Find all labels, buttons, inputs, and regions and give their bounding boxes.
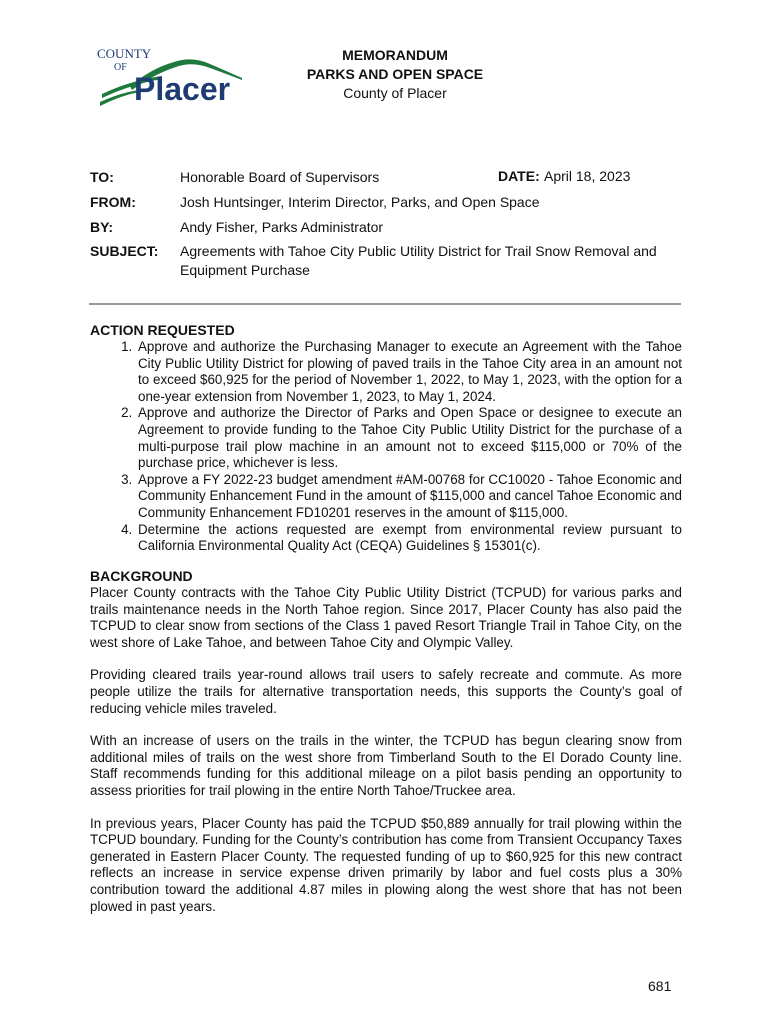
background-paragraph-1: Placer County contracts with the Tahoe City Public Utility District (TCPUD) for various parks and trails maintenance needs in the North Tahoe region. Since 2017, Placer County has also paid the TCPUD to clear snow from sections of the Class 1 paved Resort Triangle Trail in Tahoe City, on the west shore of Lake Tahoe, and between Tahoe City and Olympic Valley. [90, 585, 682, 650]
to-value: Honorable Board of Supervisors [180, 169, 380, 185]
county-of-placer-logo [92, 40, 252, 110]
to-label: TO: [90, 169, 114, 185]
background-section [90, 568, 682, 915]
date-value: April 18, 2023 [544, 168, 631, 184]
background-paragraph-2: Providing cleared trails year-round allows trail users to safely recreate and commute. As more people utilize the trails for alternative transportation needs, this supports the County’s goal of reducing vehicle miles traveled. [90, 667, 682, 716]
logo-of-text: OF [114, 62, 127, 73]
action-requested-section [90, 322, 682, 555]
action-list [90, 339, 682, 555]
logo-placer-text: Placer [134, 71, 231, 107]
action-item-1: 1. Approve and authorize the Purchasing Manager to execute an Agreement with the Tahoe City Public Utility District for plowing of paved trails in the Tahoe City area in an amount not to exceed $60,925 for the period of November 1, 2022, to May 1, 2023, with the option for a one-year extension from November 1, 2023, to May 1, 2024. [136, 339, 682, 405]
by-label: BY: [90, 219, 114, 235]
action-requested-heading: ACTION REQUESTED [90, 322, 235, 338]
by-value: Andy Fisher, Parks Administrator [180, 219, 384, 235]
memo-county: County of Placer [343, 85, 447, 101]
background-paragraph-3: With an increase of users on the trails in the winter, the TCPUD has begun clearing snow from additional miles of trails on the west shore from Timberland South to the El Dorado County line. Staff recommends funding for this additional mileage on a pilot basis pending an opportunity to assess priorities for trail plowing in the entire North Tahoe/Truckee area. [90, 733, 682, 798]
background-heading: BACKGROUND [90, 568, 193, 584]
page-number: 681 [648, 978, 672, 994]
subject-label: SUBJECT: [90, 243, 159, 259]
action-item-3: 3. Approve a FY 2022-23 budget amendment #AM-00768 for CC10020 - Tahoe Economic and Community Enhancement Fund in the amount of $115,000 and cancel Tahoe Economic and Community Enhancement FD10201 reserves in the amount of $115,000. [136, 472, 682, 522]
memo-title: MEMORANDUM [342, 47, 448, 63]
subject-value-line2: Equipment Purchase [180, 262, 310, 278]
from-label: FROM: [90, 194, 136, 210]
memo-department: PARKS AND OPEN SPACE [306, 66, 484, 82]
memo-heading [270, 46, 520, 103]
action-item-2: 2. Approve and authorize the Director of Parks and Open Space or designee to execute an Agreement to provide funding to the Tahoe City Public Utility District for the purchase of a multi-purpose trail plow machine in an amount not to exceed $115,000 or 70% of the purchase price, whichever is less. [136, 405, 682, 471]
from-value: Josh Huntsinger, Interim Director, Parks, and Open Space [180, 194, 540, 210]
date-label: DATE: [498, 168, 540, 184]
subject-value-line1: Agreements with Tahoe City Public Utility District for Trail Snow Removal and [180, 243, 657, 259]
background-paragraph-4: In previous years, Placer County has paid the TCPUD $50,889 annually for trail plowing within the TCPUD boundary. Funding for the County’s contribution has come from Transient Occupancy Taxes generated in Eastern Placer County. The requested funding of up to $60,925 for this new contract reflects an increase in service expense driven primarily by labor and fuel costs plus a 30% contribution toward the additional 4.87 miles in plowing along the west shore that has not been plowed in past years. [90, 815, 682, 914]
logo-county-text: COUNTY [97, 46, 152, 61]
action-item-4: 4. Determine the actions requested are exempt from environmental review pursuant to California Environmental Quality Act (CEQA) Guidelines § 15301(c). [136, 522, 682, 555]
horizontal-divider [89, 303, 681, 305]
